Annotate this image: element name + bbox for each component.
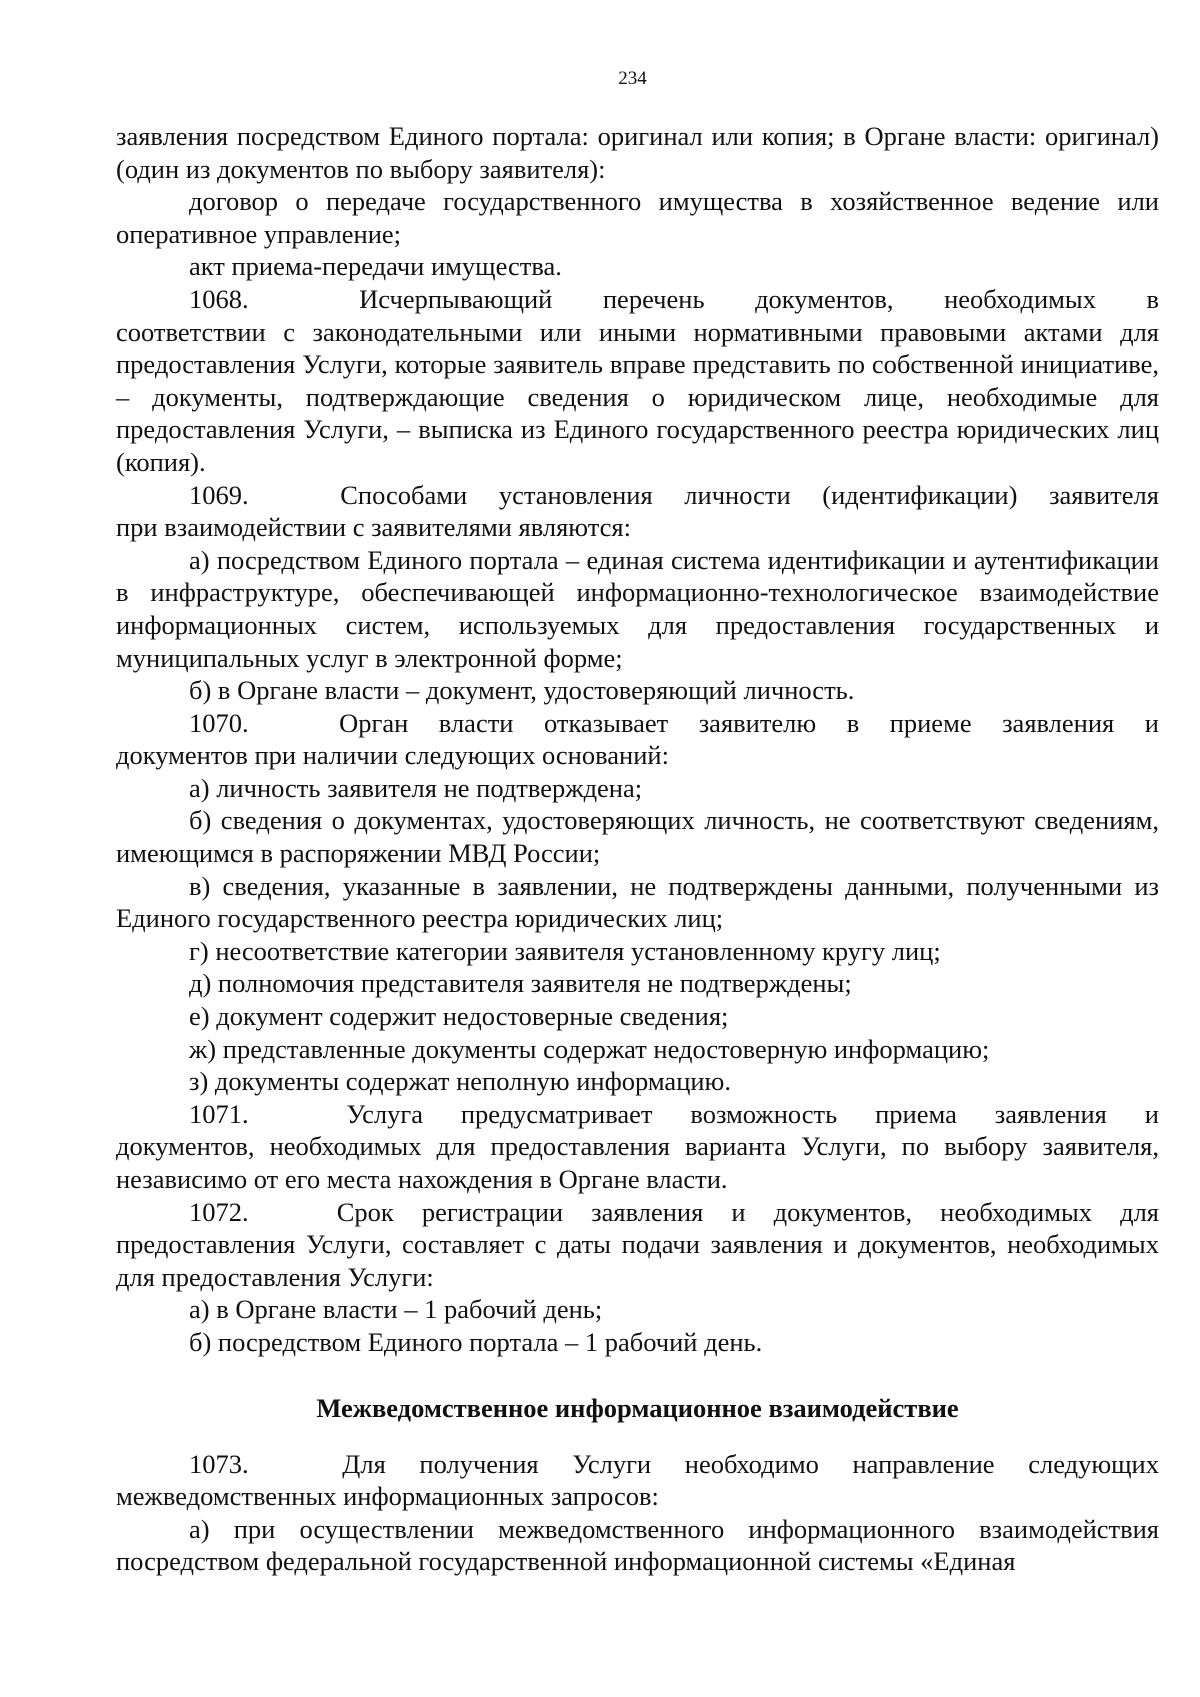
paragraph-word: Для [342, 1448, 386, 1479]
paragraph-number: 1071. [189, 1098, 249, 1129]
paragraph-1068-first-line [116, 283, 1159, 316]
paragraph-word: в [846, 707, 860, 738]
paragraph-word: Орган [339, 707, 409, 738]
paragraph-word: в [1146, 283, 1159, 314]
paragraph-word: перечень [602, 283, 705, 314]
paragraph-continuation [116, 120, 1159, 185]
paragraph-word: приема [875, 1098, 957, 1129]
paragraph-1070-item-zh: ж) представленные документы содержат недостоверную информацию; [189, 1033, 990, 1064]
paragraph-word: документов, [773, 1196, 913, 1227]
paragraph-word: Услуги [572, 1448, 652, 1479]
paragraph-1070-item-e: е) документ содержит недостоверные сведения; [189, 1001, 729, 1032]
paragraph-1073-first-line [116, 1448, 1159, 1481]
paragraph-word: необходимо [684, 1448, 819, 1479]
paragraph-number: 1073. [189, 1448, 249, 1479]
paragraph-word: необходимых [944, 283, 1096, 314]
paragraph-word: заявления [1002, 707, 1115, 738]
paragraph-word: Способами [340, 479, 468, 510]
paragraph-1068-text: соответствии с законодательными или иными нормативными правовыми актами для предоставления Услуги, которые заявитель вправе представить по собственной инициативе, – документы, подтверждающие сведения о юридическом лице, необходимые для предоставления Услуги, – выписка из Единого государственного реестра юридических лиц (копия). [116, 316, 1159, 477]
paragraph-word: необходимых [940, 1196, 1093, 1227]
paragraph-word: и [1144, 1098, 1159, 1129]
continuation-line-1: заявления посредством Единого портала: оригинал или копия; в Органе власти: [116, 121, 1037, 151]
paragraph-number: 1072. [189, 1196, 249, 1227]
paragraph-word: Срок [336, 1196, 394, 1227]
paragraph-1070-first-line [116, 707, 1159, 740]
paragraph-number: 1070. [189, 707, 249, 738]
section-heading: Межведомственное информационное взаимодействие [316, 1392, 959, 1423]
paragraph-1069-item-a: а) посредством Единого портала – единая система идентификации и аутентификации в инфраструктуре, обеспечивающей информационно-технологическое взаимодействие информационных систем, используемых для предоставления государственных и муниципальных услуг в электронной форме; [116, 544, 1159, 673]
paragraph-1069-first-line [116, 479, 1159, 512]
paragraph-1073-item-a: а) при осуществлении межведомственного информационного взаимодействия посредством федеральной государственной информационной системы «Единая [116, 1513, 1159, 1577]
paragraph-word: отказывает [543, 707, 669, 738]
document-body [116, 120, 1159, 1578]
paragraph-word: власти [438, 707, 514, 738]
paragraph-word: заявителю [698, 707, 817, 738]
paragraph-1073-text: межведомственных информационных запросов: [116, 1481, 659, 1512]
paragraph-word: направление [852, 1448, 995, 1479]
paragraph-1070-item-v: в) сведения, указанные в заявлении, не подтверждены данными, полученными из Единого государственного реестра юридических лиц; [116, 870, 1159, 934]
paragraph-word: возможность [690, 1098, 838, 1129]
paragraph-word: заявления [591, 1196, 704, 1227]
paragraph-number: 1069. [189, 479, 249, 510]
paragraph-1070-item-b: б) сведения о документах, удостоверяющих личность, не соответствуют сведениям, имеющимся в распоряжении МВД России; [116, 805, 1159, 869]
paragraph-word: для [1120, 1196, 1159, 1227]
list-item-contract: договор о передаче государственного имущества в хозяйственное ведение или оперативное управление; [116, 186, 1159, 249]
list-item-act: акт приема-передачи имущества. [189, 251, 562, 282]
paragraph-1070-item-z: з) документы содержат неполную информацию. [189, 1066, 731, 1097]
paragraph-word: регистрации [421, 1196, 564, 1227]
paragraph-word: Исчерпывающий [359, 283, 553, 314]
paragraph-1072-item-a: а) в Органе власти – 1 рабочий день; [189, 1294, 603, 1325]
paragraph-word: установления [498, 479, 653, 510]
paragraph-1071-first-line [116, 1098, 1159, 1131]
paragraph-1070-text: документов при наличии следующих оснований: [116, 740, 669, 771]
paragraph-1072-first-line [116, 1196, 1159, 1229]
paragraph-word: следующих [1028, 1448, 1159, 1479]
paragraph-1072-text: предоставления Услуги, составляет с даты подачи заявления и документов, необходимых для предоставления Услуги: [116, 1229, 1159, 1292]
paragraph-word: (идентификации) [822, 479, 1018, 510]
paragraph-number: 1068. [189, 283, 249, 314]
paragraph-1070-item-a: а) личность заявителя не подтверждена; [189, 772, 643, 803]
paragraph-1070-item-d: д) полномочия представителя заявителя не подтверждены; [189, 968, 852, 999]
paragraph-1069-text: при взаимодействии с заявителями являются: [116, 512, 631, 543]
page-number: 234 [618, 68, 647, 89]
paragraph-word: документов, [755, 283, 894, 314]
paragraph-word: личности [684, 479, 791, 510]
paragraph-word: заявления [994, 1098, 1107, 1129]
paragraph-word: Услуга [346, 1098, 423, 1129]
paragraph-word: заявителя [1049, 479, 1159, 510]
paragraph-1070-item-g: г) несоответствие категории заявителя установленному кругу лиц; [189, 935, 941, 966]
paragraph-word: предусматривает [460, 1098, 653, 1129]
paragraph-1069-item-b: б) в Органе власти – документ, удостоверяющий личность. [189, 675, 855, 706]
paragraph-word: приеме [889, 707, 972, 738]
paragraph-word: получения [419, 1448, 539, 1479]
paragraph-word: и [731, 1196, 746, 1227]
paragraph-1072-item-b: б) посредством Единого портала – 1 рабочий день. [189, 1326, 763, 1357]
paragraph-1071-text: документов, необходимых для предоставления варианта Услуги, по выбору заявителя, независимо от его места нахождения в Органе власти. [116, 1131, 1159, 1194]
paragraph-word: и [1144, 707, 1159, 738]
continuation-line-2: оригинал) (один из документов по выбору заявителя): [116, 121, 1159, 184]
